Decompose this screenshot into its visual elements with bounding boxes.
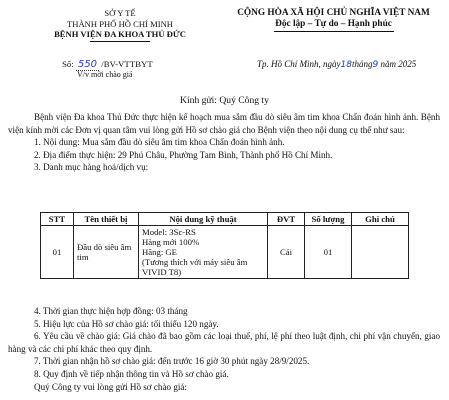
place-date xyxy=(257,59,416,70)
cell-note xyxy=(352,226,409,279)
number-prefix: Số: xyxy=(62,59,74,69)
col-unit: ĐVT xyxy=(268,213,305,226)
cell-unit: Cái xyxy=(268,226,305,279)
table-row xyxy=(41,226,409,279)
number-suffix: /BV-VTTBYT xyxy=(101,59,153,69)
tech-line: Model: 3Sc-RS xyxy=(142,227,196,237)
issuer-hospital: BỆNH VIỆN ĐA KHOA THỦ ĐỨC xyxy=(54,29,186,39)
issuer-dept: SỞ Y TẾ xyxy=(104,8,136,18)
handwritten-day: 18 xyxy=(340,60,352,70)
recipient-line: Kính gửi: Quý Công ty xyxy=(180,95,269,106)
place-text: Tp. Hồ Chí Minh, ngày xyxy=(257,59,341,69)
col-tech: Nội dung kỹ thuật xyxy=(139,213,268,226)
cell-tech xyxy=(139,226,268,279)
document-subject: V/v mời chào giá xyxy=(77,70,133,79)
tech-line: Hãng: GE xyxy=(142,247,177,257)
item-5: 5. Hiệu lực của Hồ sơ chào giá: tối thiểu 120 ngày. xyxy=(34,318,219,329)
national-motto: Độc lập – Tự do – Hạnh phúc xyxy=(275,19,392,29)
tech-line: (Tương thích với máy siêu âm VIVID T8) xyxy=(142,257,248,277)
letter-body xyxy=(8,111,440,174)
cell-name: Đầu dò siêu âm tim xyxy=(74,226,139,279)
year-text: năm 2025 xyxy=(380,59,417,69)
motto-underline xyxy=(274,31,394,32)
national-header xyxy=(226,8,441,32)
handwritten-month: 9 xyxy=(372,60,379,70)
item-7: 7. Thời gian nhận hồ sơ chào giá: đến trước 16 giờ 30 phút ngày 28/9/2025. xyxy=(34,356,310,367)
table-header-row xyxy=(41,213,409,226)
closing-line: Quý Công ty vui lòng gửi Hồ sơ chào giá: xyxy=(34,381,187,392)
cell-qty: 01 xyxy=(305,226,352,279)
letter-terms xyxy=(8,305,440,393)
month-label: tháng xyxy=(351,59,373,69)
issuer-city: THÀNH PHỐ HỒ CHÍ MINH xyxy=(67,18,173,29)
item-4: 4. Thời gian thực hiện hợp đồng: 03 tháng xyxy=(34,306,188,316)
national-title: CỘNG HÒA XÃ HỘI CHỦ NGHĨA VIỆT NAM xyxy=(237,8,430,18)
item-1: 1. Nội dung: Mua sắm đầu dò siêu âm tim khoa Chẩn đoán hình ảnh. xyxy=(34,137,285,148)
col-qty: Số lượng xyxy=(305,213,352,226)
header-underline xyxy=(90,41,150,42)
col-name: Tên thiết bị xyxy=(74,213,139,226)
item-3: 3. Danh mục hàng hoá/dịch vụ: xyxy=(34,162,149,173)
intro-paragraph: Bệnh viện Đa khoa Thủ Đức thực hiện kế hoạch mua sắm đầu dò siêu âm tim khoa Chẩn đoán hình ảnh. Bệnh viện kính mời các Đơn vị quan tâm vui lòng gửi Hồ sơ chào giá cho Bệnh viện theo nội dung cụ thể như sau: xyxy=(8,112,440,135)
goods-table xyxy=(40,212,409,279)
handwritten-number: 550 xyxy=(77,59,98,70)
col-note: Ghi chú xyxy=(352,213,409,226)
col-stt: STT xyxy=(41,213,74,226)
item-6: 6. Yêu cầu về chào giá: Giá chào đã bao gồm các loại thuế, phí, lệ phí theo luật định, chi phí vận chuyển, giao hàng và các chi phí khác theo quy định. xyxy=(8,331,440,354)
tech-line: Hàng mới 100% xyxy=(142,237,200,247)
item-2: 2. Địa điểm thực hiện: 29 Phú Châu, Phường Tam Bình, Thành phố Hồ Chí Minh. xyxy=(34,149,333,160)
issuer-header xyxy=(40,8,200,42)
document-number xyxy=(62,59,153,71)
item-8: 8. Quy định về tiếp nhận thông tin và Hồ sơ chào giá. xyxy=(34,368,229,379)
cell-stt: 01 xyxy=(41,226,74,279)
